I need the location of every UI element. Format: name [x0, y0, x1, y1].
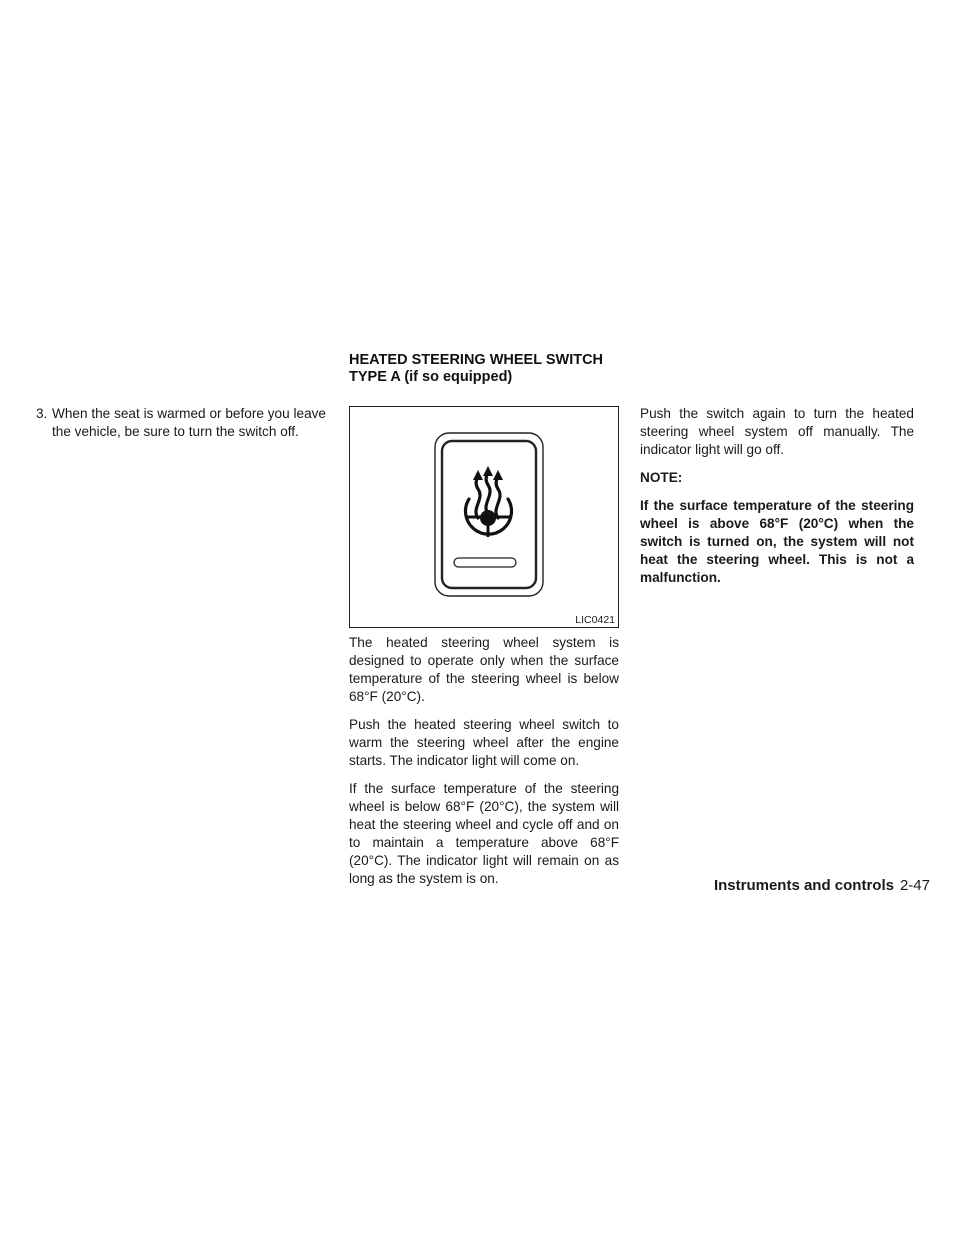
right-column	[640, 405, 914, 597]
heated-steering-wheel-switch-icon	[350, 407, 618, 627]
middle-column	[349, 634, 619, 898]
note-label: NOTE:	[640, 470, 683, 485]
page-footer	[640, 877, 930, 894]
left-column	[36, 405, 326, 441]
paragraph-design: The heated steering wheel system is designed to operate only when the surface temperature of the steering wheel is below 68°F (20°C).	[349, 635, 619, 704]
step-number: 3.	[36, 406, 48, 421]
footer-section-title: Instruments and controls	[713, 877, 894, 894]
paragraph-turn-off: Push the switch again to turn the heated steering wheel system off manually. The indicator light will go off.	[640, 406, 914, 457]
step-3	[36, 405, 326, 441]
section-heading	[349, 352, 639, 386]
page-number: 2-47	[899, 877, 930, 894]
step-text: When the seat is warmed or before you leave the vehicle, be sure to turn the switch off.	[52, 406, 326, 439]
paragraph-push-switch: Push the heated steering wheel switch to warm the steering wheel after the engine starts. The indicator light will come on.	[349, 717, 619, 768]
note-text: If the surface temperature of the steering wheel is above 68°F (20°C) when the switch is turned on, the system will not heat the steering wheel. This is not a malfunction.	[640, 498, 914, 585]
heading-line-1: HEATED STEERING WHEEL SWITCH	[349, 352, 604, 368]
figure-code: LIC0421	[575, 614, 615, 626]
heading-line-2: TYPE A (if so equipped)	[349, 369, 513, 385]
paragraph-temperature: If the surface temperature of the steering wheel is below 68°F (20°C), the system will heat the steering wheel and cycle off and on to maintain a temperature above 68°F (20°C). The indicator light will remain on as long as the system is on.	[349, 781, 619, 886]
figure-heated-steering-switch	[349, 406, 619, 628]
